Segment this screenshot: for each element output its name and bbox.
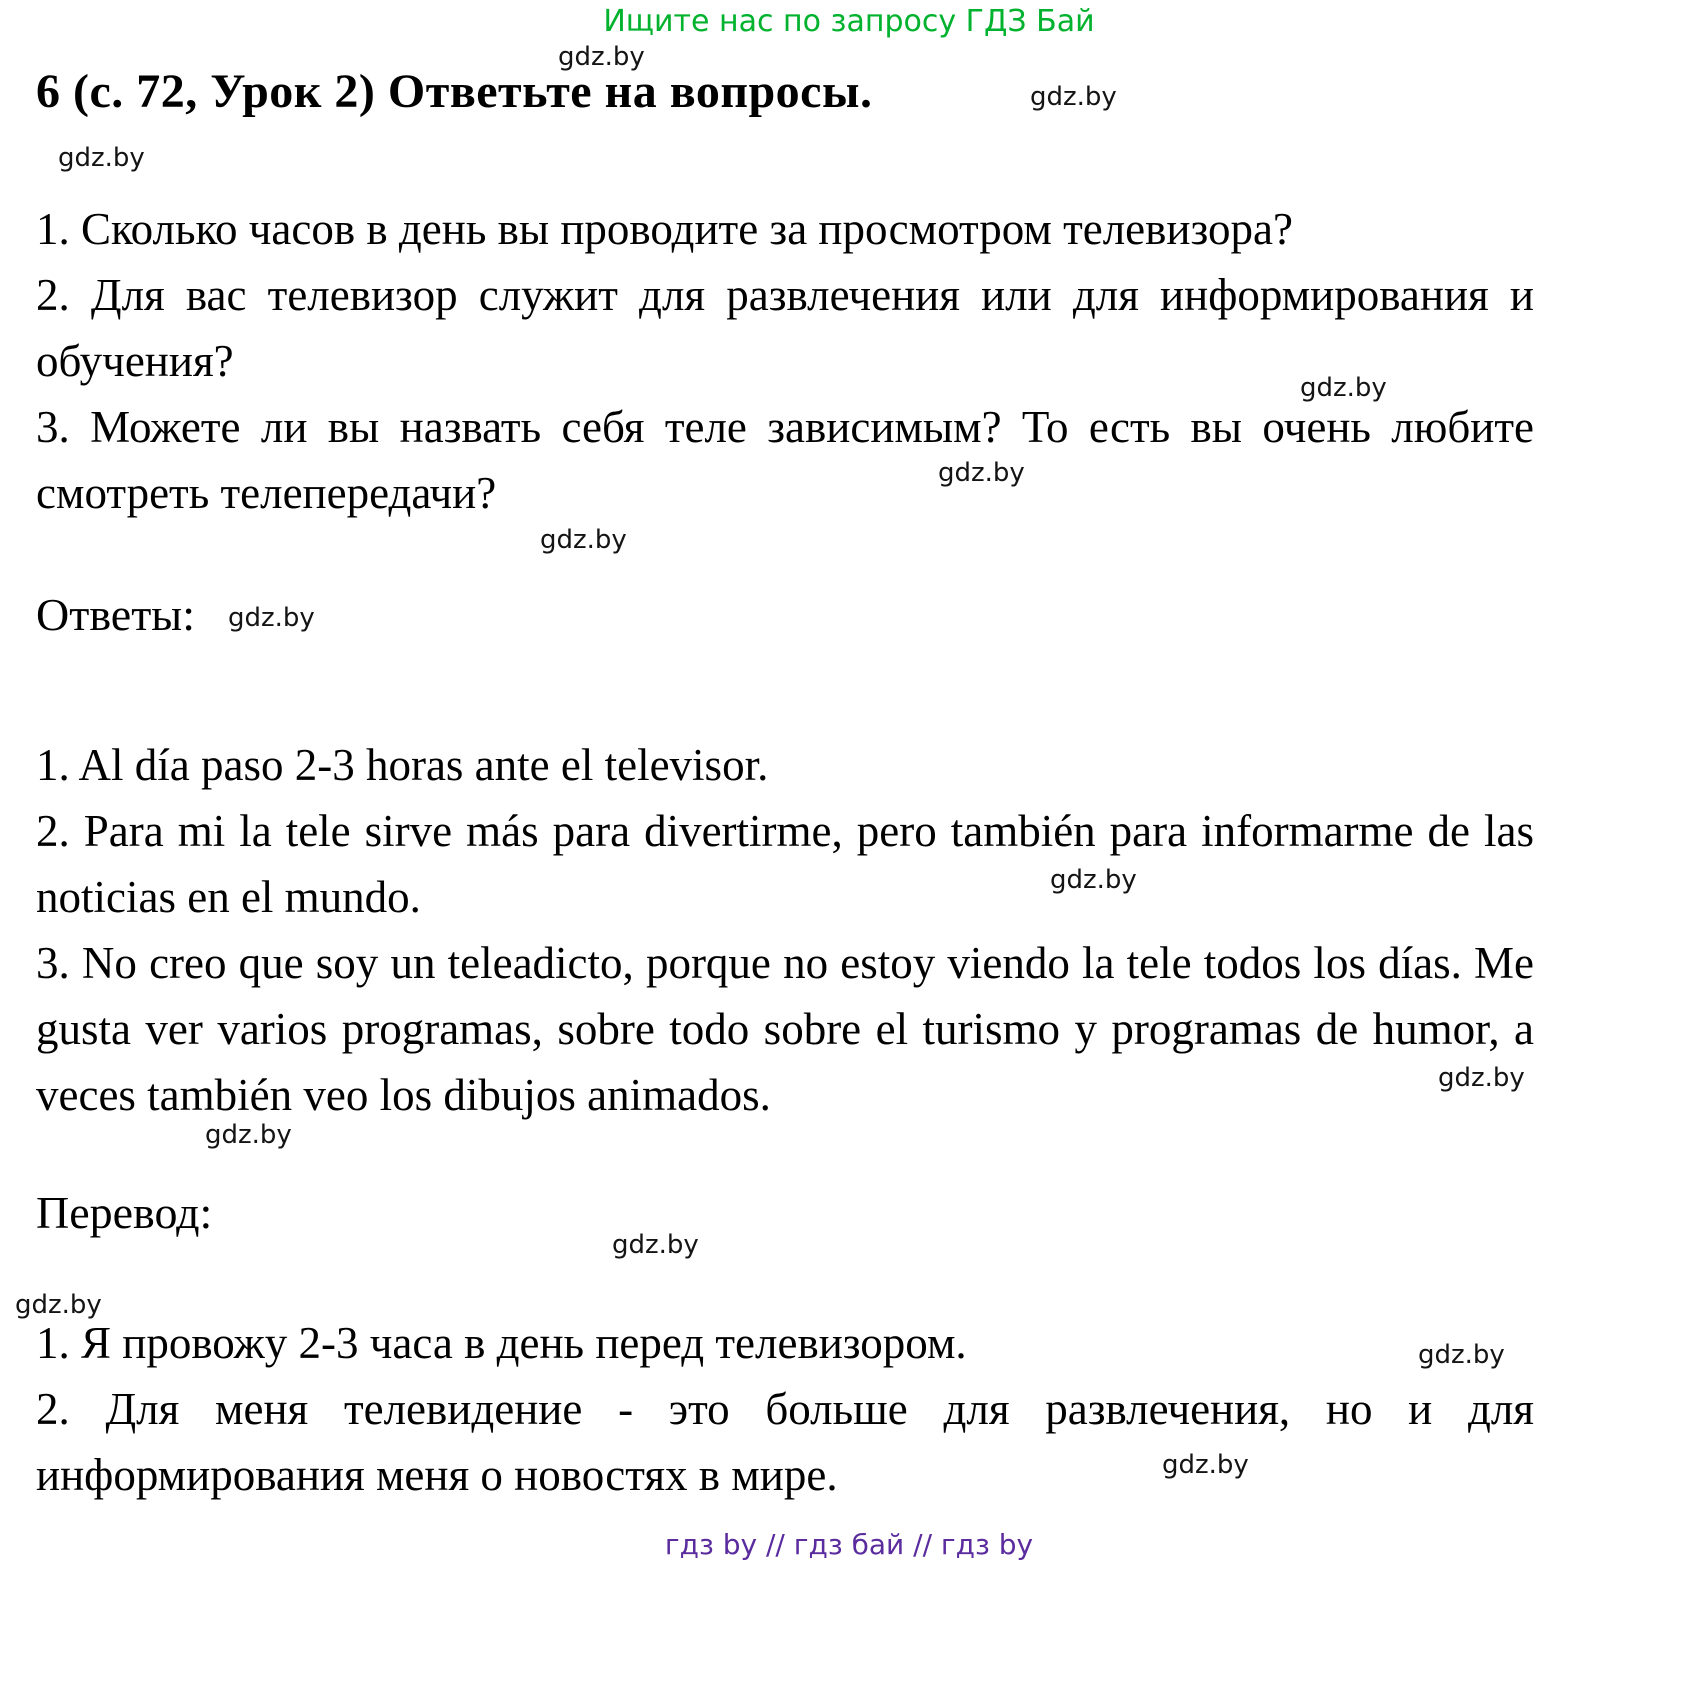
- gdz-watermark: gdz.by: [540, 525, 627, 555]
- question-item: 1. Сколько часов в день вы проводите за просмотром телевизора?: [36, 204, 1293, 254]
- gdz-watermark: gdz.by: [1050, 865, 1137, 895]
- answers-section-label: Ответы:: [36, 589, 195, 640]
- gdz-watermark: gdz.by: [1418, 1340, 1505, 1370]
- answer-item: 2. Para mi la tele sirve más para divertirme, pero también para informarme de las noticias en el mundo.: [36, 806, 1534, 922]
- question-item: 3. Можете ли вы назвать себя теле зависимым? То есть вы очень любите смотреть телепередачи?: [36, 402, 1534, 518]
- translation-item: 2. Для меня телевидение - это больше для развлечения, но и для информирования меня о новостях в мире.: [36, 1384, 1534, 1500]
- gdz-watermark: gdz.by: [1162, 1450, 1249, 1480]
- gdz-watermark: gdz.by: [612, 1230, 699, 1260]
- gdz-watermark: gdz.by: [938, 458, 1025, 488]
- translation-section-label: Перевод:: [36, 1187, 213, 1238]
- promo-banner-text: Ищите нас по запросу ГДЗ Бай: [603, 4, 1095, 39]
- translation-item: 1. Я провожу 2-3 часа в день перед телевизором.: [36, 1318, 967, 1368]
- gdz-watermark: gdz.by: [1438, 1063, 1525, 1093]
- task-heading: 6 (с. 72, Урок 2) Ответьте на вопросы.: [36, 65, 873, 118]
- question-item: 2. Для вас телевизор служит для развлечения или для информирования и обучения?: [36, 270, 1534, 386]
- gdz-watermark: gdz.by: [1300, 373, 1387, 403]
- footer-links: гдз by // гдз бай // гдз by: [664, 1528, 1034, 1561]
- gdz-watermark: gdz.by: [205, 1120, 292, 1150]
- gdz-watermark: gdz.by: [15, 1290, 102, 1320]
- answer-item: 1. Al día paso 2-3 horas ante el televisor.: [36, 740, 769, 790]
- translations-block: [36, 1310, 1534, 1508]
- gdz-watermark: gdz.by: [1030, 82, 1117, 112]
- gdz-watermark: gdz.by: [58, 143, 145, 173]
- gdz-watermark: gdz.by: [228, 603, 315, 633]
- questions-block: [36, 196, 1534, 526]
- answers-block: [36, 732, 1534, 1128]
- answer-item: 3. No creo que soy un teleadicto, porque no estoy viendo la tele todos los días. Me gusta ver varios programas, sobre todo sobre el turismo y programas de humor, a veces también veo los dibujos animados.: [36, 938, 1534, 1120]
- gdz-watermark: gdz.by: [558, 42, 645, 72]
